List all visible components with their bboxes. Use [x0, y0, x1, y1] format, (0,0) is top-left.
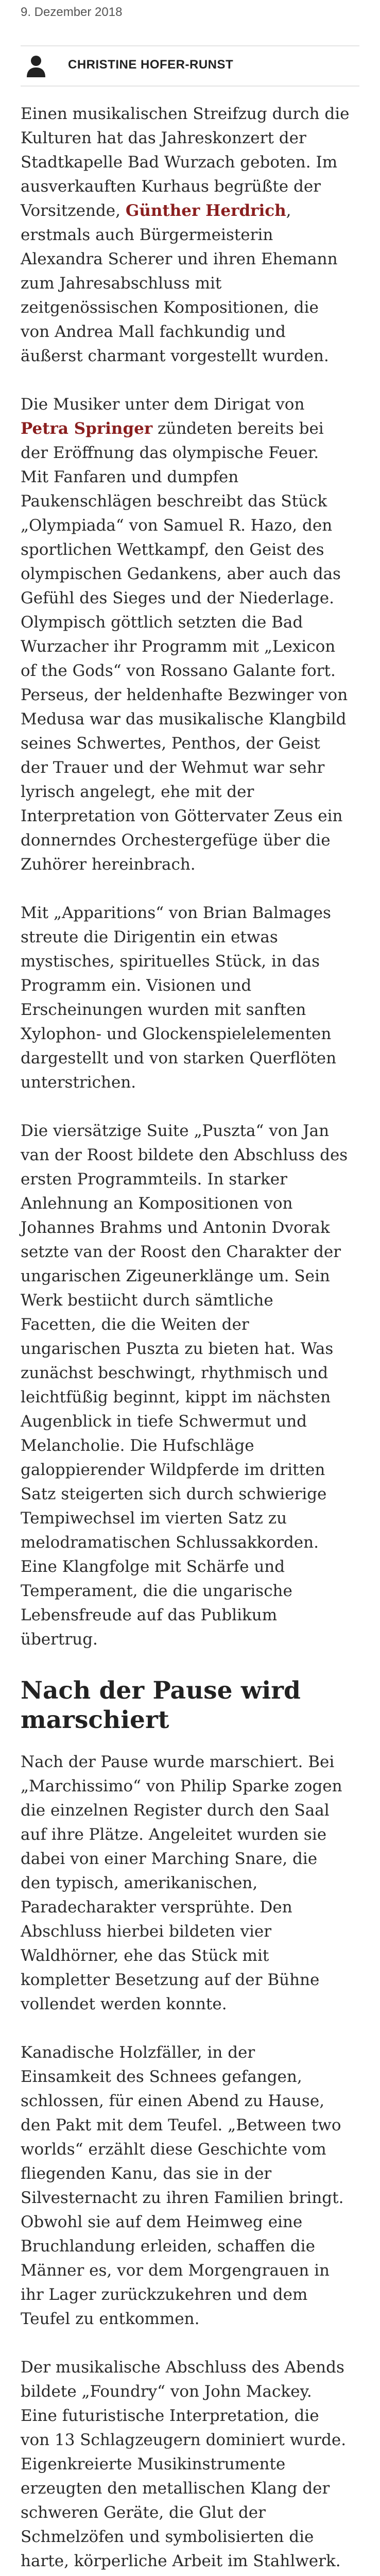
paragraph-text: Einen musikalischen Streifzug durch die Kulturen hat das Jahreskonzert der Stadtkapelle Bad Wurzach geboten. Im ausverkauften Kurhaus begrüßte der Vorsitzende, — [21, 105, 350, 220]
person-link-herdrich[interactable]: Günther Herdrich — [125, 201, 286, 220]
paragraph: Nach der Pause wurde marschiert. Bei „Marchissimo“ von Philip Sparke zogen die einzelnen Register durch den Saal auf ihre Plätze. Angeleitet wurden sie dabei von einer Marching Snare, die den typisch, amerikanischen, Paradecharakter versprühte. Den Abschluss hierbei bildeten vier Waldhörner, ehe das Stück mit kompletter Besetzung auf der Bühne vollendet werden konnte. — [21, 1753, 342, 2013]
paragraph — [21, 102, 350, 368]
paragraph: Die viersätzige Suite „Puszta“ von Jan van der Roost bildete den Abschluss des ersten Programmteils. In starker Anlehnung an Kompositionen von Johannes Brahms und Antonin Dvorak setzte van der Roost den Charakter der ungarischen Zigeunerklänge um. Sein Werk bestiicht durch sämtliche Facetten, die die Weiten der ungarischen Puszta zu bieten hat. Was zunächst beschwingt, rhythmisch und leichtfüßig beginnt, kippt im nächsten Augenblick in tiefe Schwermut und Melancholie. Die Hufschläge galoppierender Wildpferde im dritten Satz steigerten sich durch schwierige Tempiwechsel im vierten Satz zu melodramatischen Schlussakkorden. Eine Klangfolge mit Schärfe und Temperament, die die ungarische Lebensfreude auf das Publikum übertrug. — [21, 1122, 348, 1649]
paragraph: Kanadische Holzfäller, in der Einsamkeit des Schnees gefangen, schlossen, für einen Abend zu Hause, den Pakt mit dem Teufel. „Between two worlds“ erzählt diese Geschichte vom fliegenden Kanu, das sie in der Silvesternacht zu ihren Familien bringt. Obwohl sie auf dem Heimweg eine Bruchlandung erleiden, schaffen die Männer es, vor dem Morgengrauen in ihr Lager zurückzukehren und dem Teufel zu entkommen. — [21, 2043, 344, 2328]
author-bar — [21, 45, 359, 87]
author-name[interactable]: CHRISTINE HOFER-RUNST — [68, 58, 234, 72]
paragraph — [21, 393, 350, 877]
paragraph-text: Die Musiker unter dem Dirigat von — [21, 395, 305, 414]
person-icon — [26, 55, 46, 77]
article-body — [21, 102, 350, 2576]
person-link-springer[interactable]: Petra Springer — [21, 419, 153, 438]
paragraph: Der musikalische Abschluss des Abends bildete „Foundry“ von John Mackey. Eine futuristische Interpretation, die von 13 Schlagzeugern dominiert wurde. Eigenkreierte Musikinstrumente erzeugten den metallischen Klang der schweren Geräte, die Glut der Schmelzöfen und symbolisierten die harte, körperliche Arbeit im Stahlwerk. — [21, 2358, 347, 2570]
article-date: 9. Dezember 2018 — [21, 5, 123, 19]
paragraph-text: , erstmals auch Bürgermeisterin Alexandra Scherer und ihren Ehemann zum Jahresabschluss mit zeitgenössischen Kompositionen, die von Andrea Mall fachkundig und äußerst charmant vorgestellt wurden. — [21, 201, 338, 365]
section-heading: Nach der Pause wird marschiert — [21, 1676, 301, 1734]
paragraph: Mit „Apparitions“ von Brian Balmages streute die Dirigentin ein etwas mystisches, spirituelles Stück, in das Programm ein. Visionen und Erscheinungen wurden mit sanften Xylophon- und Glockenspielelementen dargestellt und von starken Querflöten unterstrichen. — [21, 904, 337, 1092]
paragraph-text: zündeten bereits bei der Eröffnung das olympische Feuer. Mit Fanfaren und dumpfen Paukenschlägen beschreibt das Stück „Olympiada“ von Samuel R. Hazo, den sportlichen Wettkampf, den Geist des olympischen Gedankens, aber auch das Gefühl des Sieges und der Niederlage. Olympisch göttlich setzten die Bad Wurzacher ihr Programm mit „Lexicon of the Gods“ von Rossano Galante fort. Perseus, der heldenhafte Bezwinger von Medusa war das musikalische Klangbild seines Schwertes, Penthos, der Geist der Trauer und der Wehmut war sehr lyrisch angelegt, ehe mit der Interpretation von Göttervater Zeus ein donnerndes Orchestergefüge über die Zuhörer hereinbrach. — [21, 419, 348, 874]
